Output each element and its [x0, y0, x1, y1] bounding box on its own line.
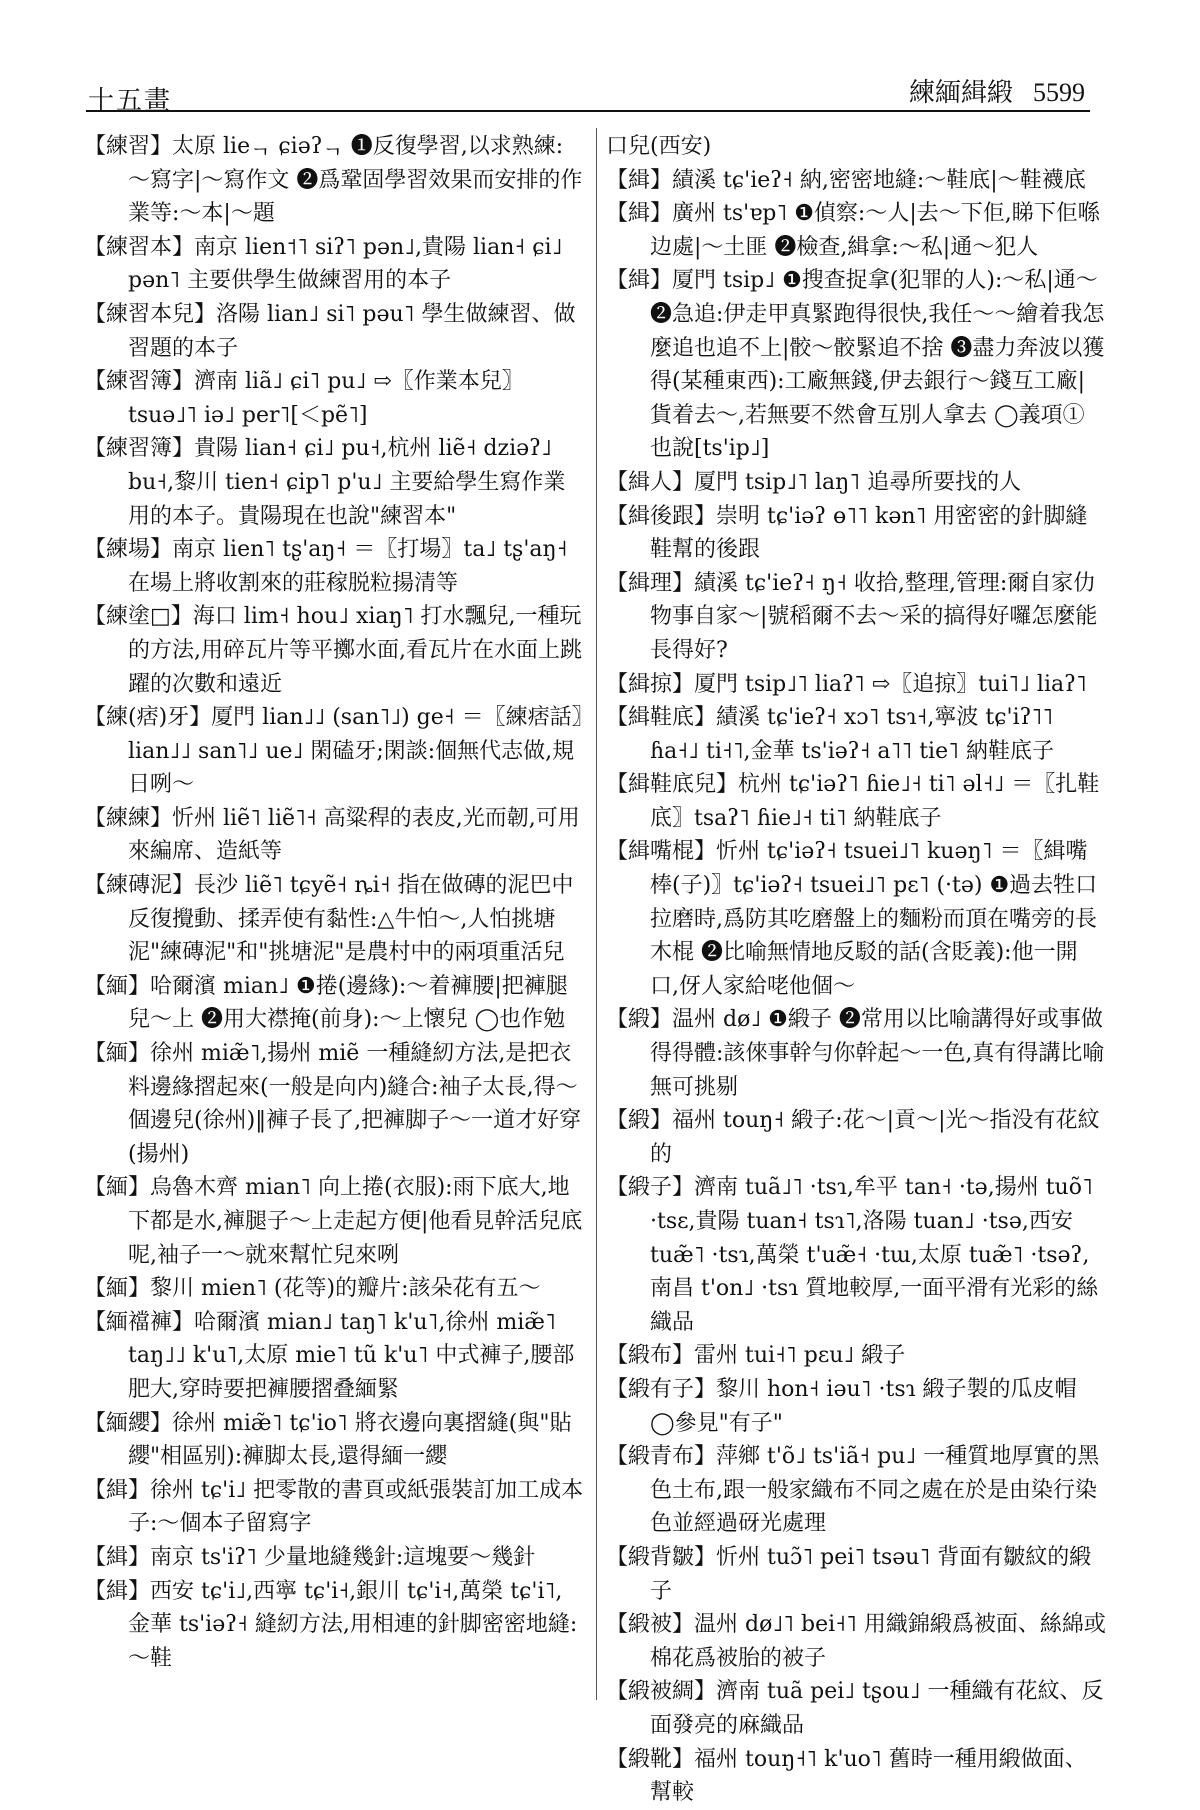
dictionary-entry: 【緝】廣州 ts'ɐp˥ ❶偵察:～人|去～下佢,睇下佢喺边處|～土匪 ❷檢查,緝拿:～私|通～犯人 — [606, 201, 1100, 260]
dictionary-entry: 【緞子】濟南 tuã˩˥ ·tsɿ,牟平 tan˧ ·tə,揚州 tuõ˥ ·tsɛ,貴陽 tuan˧ tsɿ˥,洛陽 tuan˩ ·tsə,西安 tuæ̃˥ ·tsɿ,萬榮 t'uæ̃˧ ·tɯ,太原 tuæ̃˥ ·tsəʔ,南昌 t'on˩ ·tsɿ 質地較厚,一面平滑有光彩的絲織品 — [606, 1175, 1099, 1335]
dictionary-entry: 【緝】徐州 tɕ'i˩ 把零散的書頁或紙張裝訂加工成本子:～個本子留寫字 — [84, 1477, 584, 1537]
column-divider — [596, 128, 597, 1700]
dictionary-entry: 【緝鞋底兒】杭州 tɕ'iəʔ˥ ɦie˩˧ ti˥ əl˧˩ ＝〖扎鞋底〗tsaʔ˥ ɦie˩˧ ti˥ 納鞋底子 — [606, 772, 1100, 831]
dictionary-entry: 【練練】忻州 liẽ˥ liẽ˥˧ 高粱稈的表皮,光而韌,可用來編席、造紙等 — [84, 805, 580, 865]
dictionary-entry: 【練習簿】濟南 liã˩ ɕi˥ pu˩ ⇨〖作業本兒〗tsuə˩˥ iə˩ per˥[＜pẽ˥] — [84, 369, 524, 428]
running-header — [909, 72, 1085, 109]
dictionary-entry: 【緞背皺】忻州 tuɔ̃˥ pei˥ tsəu˥ 背面有皺紋的緞子 — [606, 1544, 1092, 1604]
dictionary-entry: 【緬】徐州 miæ̃˥,揚州 miẽ 一種縫紉方法,是把衣料邊緣摺起來(一般是向内)縫合:袖子太長,得～個邊兒(徐州)‖褲子長了,把褲脚子～一道才好穿(揚州) — [84, 1041, 582, 1167]
dictionary-entry: 【緞被】温州 dø˩˥ bei˧˥ 用織錦緞爲被面、絲綿或棉花爲被胎的被子 — [606, 1612, 1106, 1671]
entry-continuation: 口兒(西安) — [606, 134, 712, 159]
dictionary-entry: 【練習本兒】洛陽 lian˩ si˥ pəu˥ 學生做練習、做習題的本子 — [84, 301, 576, 361]
page-number: 5599 — [1033, 78, 1085, 107]
dictionary-entry: 【緬】黎川 mien˥ (花等)的瓣片:該朵花有五～ — [84, 1276, 541, 1302]
dictionary-entry: 【緝嘴棍】忻州 tɕ'iəʔ˧ tsuei˩˥ kuəŋ˥ ＝〖緝嘴棒(子)〗tɕ'iəʔ˧ tsuei˩˥ pɛ˥ (·tə) ❶過去牲口拉磨時,爲防其吃磨盤上的麵粉而頂在嘴旁的長木棍 ❷比喻無情地反駁的話(含貶義):他一開口,伢人家給咾他個～ — [606, 839, 1098, 999]
section-label: 十五畫 — [88, 86, 173, 116]
dictionary-entry: 【緝理】績溪 tɕ'ieʔ˧ ŋ˧ 收拾,整理,管理:爾自家仂物事自家～|號稻爾不去～采的搞得好囉怎麼能長得好? — [606, 570, 1098, 663]
dictionary-entry: 【緬】哈爾濱 mian˩ ❶捲(邊緣):～着褲腰|把褲腿兒～上 ❷用大襟掩(前身):～上懷兒 ◯也作勉 — [84, 973, 568, 1033]
right-column — [606, 130, 1106, 1810]
dictionary-entry: 【練(痞)牙】厦門 lian˩˩ (san˥˩) ge˧ ＝〖練痞話〗lian˩˩ san˥˩ ue˩ 閑磕牙;閑談:個無代志做,規日咧～ — [84, 705, 583, 798]
dictionary-entry: 【練場】南京 lien˥ tʂ'aŋ˧ ＝〖打場〗ta˩ tʂ'aŋ˧ 在場上將收割來的莊稼脱粒揚清等 — [84, 537, 568, 596]
dictionary-entry: 【練習簿】貴陽 lian˧ ɕi˩ pu˧,杭州 liẽ˧ dziəʔ˩ bu˧,黎川 tien˧ ɕip˥ p'u˩ 主要給學生寫作業用的本子。貴陽現在也說"練習本" — [84, 436, 566, 529]
dictionary-entry: 【緝】厦門 tsip˩ ❶搜查捉拿(犯罪的人):～私|通～ ❷急追:伊走甲真緊跑得很快,我任～～繪着我怎麼追也追不上|骹～骹緊追不捨 ❸盡力奔波以獲得(某種東西):工廠無錢,伊去銀行～錢互工廠|貨着去～,若無要不然會互別人拿去 ◯義項①也說[ts'ip˩] — [606, 268, 1105, 462]
headwords: 練緬緝緞 — [908, 78, 1013, 108]
dictionary-entry: 【緝掠】厦門 tsip˩˥ liaʔ˥ ⇨〖追掠〗tui˥˩ liaʔ˥ — [606, 671, 1087, 697]
dictionary-entry: 【緝】西安 tɕ'i˩,西寧 tɕ'i˧,銀川 tɕ'i˧,萬榮 tɕ'i˥,金華 ts'iəʔ˧ 縫紉方法,用相連的針脚密密地縫:～鞋 — [84, 1578, 578, 1671]
dictionary-entry: 【緞布】雷州 tui˧˥ pɛu˩ 緞子 — [606, 1343, 906, 1369]
dictionary-entry: 【緞有子】黎川 hon˧ iəu˥ ·tsɿ 緞子製的瓜皮帽 ◯參見"有子" — [606, 1376, 1077, 1436]
dictionary-entry: 【緝】績溪 tɕ'ieʔ˧ 納,密密地縫:～鞋底|～鞋襪底 — [606, 167, 1086, 193]
dictionary-entry: 【練習】太原 lieᆨ ɕiəʔᆨ ❶反復學習,以求熟練:～寫字|～寫作文 ❷爲鞏固學習效果而安排的作業等:～本|～題 — [84, 134, 583, 227]
header-rule — [86, 110, 1090, 112]
dictionary-entry: 【緞】福州 touŋ˧ 緞子:花～|貢～|光～指没有花紋的 — [606, 1108, 1100, 1167]
dictionary-entry: 【緬纓】徐州 miæ̃˥ tɕ'io˥ 將衣邊向裏摺縫(與"貼纓"相區别):褲脚太長,還得緬一纓 — [84, 1410, 572, 1470]
dictionary-entry: 【緝後跟】崇明 tɕ'iəʔ ɵ˥˥ kən˥ 用密密的針脚縫鞋幫的後跟 — [606, 503, 1088, 563]
dictionary-entry: 【緞靴】福州 touŋ˧˥ k'uo˥ 舊時一種用緞做面、幫較 — [606, 1746, 1087, 1806]
left-column — [84, 130, 584, 1675]
dictionary-entry: 【緝】南京 ts'iʔ˥ 少量地縫幾針:這塊要～幾針 — [84, 1544, 536, 1570]
dictionary-entry: 【緝人】厦門 tsip˩˥ laŋ˥ 追尋所要找的人 — [606, 469, 1022, 495]
dictionary-entry: 【緝鞋底】績溪 tɕ'ieʔ˧ xɔ˥ tsɿ˧,寧波 tɕ'iʔ˥˥ ɦa˧˩ ti˧˥,金華 ts'iəʔ˧ a˥˥ tie˥ 納鞋底子 — [606, 705, 1054, 764]
dictionary-entry: 【緬襠褲】哈爾濱 mian˩ taŋ˥ k'u˥,徐州 miæ̃˥ taŋ˩˩ k'u˥,太原 mie˥ tũ k'u˥ 中式褲子,腰部肥大,穿時要把褲腰摺叠緬緊 — [84, 1309, 575, 1402]
dictionary-entry: 【緞】温州 dø˩ ❶緞子 ❷常用以比喻講得好或事做得得體:該倈事幹勻你幹起～一色,真有得講比喻無可挑剔 — [606, 1007, 1105, 1100]
dictionary-entry: 【練塗□】海口 lim˧ hou˩ xiaŋ˥ 打水飄兒,一種玩的方法,用碎瓦片等平擲水面,看瓦片在水面上跳躍的次數和遠近 — [84, 604, 582, 697]
dictionary-entry: 【緞青布】萍鄉 t'õ˩ ts'iã˧ pu˩ 一種質地厚實的黑色土布,跟一般家織布不同之處在於是由染行染色並經過砑光處理 — [606, 1444, 1100, 1537]
dictionary-entry: 【緬】烏魯木齊 mian˥ 向上捲(衣服):雨下底大,地下都是水,褲腿子～上走起方便|他看見幹活兒底呢,袖子一～就來幫忙兒來咧 — [84, 1175, 583, 1268]
dictionary-entry: 【練習本】南京 lien˦˥ siʔ˥ pən˩,貴陽 lian˧ ɕi˩ pən˥ 主要供學生做練習用的本子 — [84, 234, 563, 294]
dictionary-entry: 【練磚泥】長沙 liẽ˥ tɕyẽ˧ ȵi˧ 指在做磚的泥巴中反復攪動、揉弄使有黏性:△牛怕～,人怕挑塘泥"練磚泥"和"挑塘泥"是農村中的兩項重活兒 — [84, 873, 574, 966]
dictionary-entry: 【緞被綢】濟南 tuã pei˩ tʂou˩ 一種織有花紋、反面發亮的麻織品 — [606, 1679, 1104, 1738]
